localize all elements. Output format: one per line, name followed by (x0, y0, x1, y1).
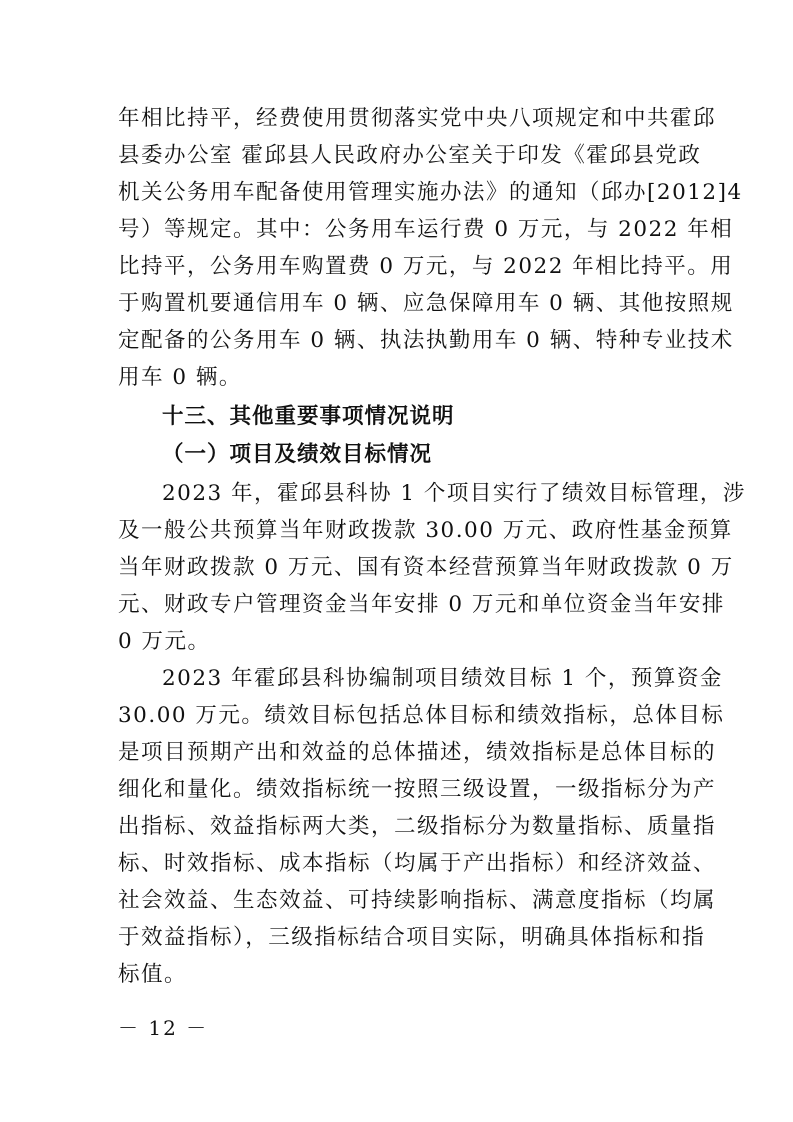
text-line: 于效益指标），三级指标结合项目实际，明确具体指标和指 (118, 925, 706, 950)
text-line: 是项目预期产出和效益的总体描述，绩效指标是总体目标的 (118, 740, 717, 765)
text-line: 年相比持平，经费使用贯彻落实党中央八项规定和中共霍邱 (118, 106, 717, 131)
text-line: 30.00 万元。绩效目标包括总体目标和绩效指标，总体目标 (118, 703, 725, 728)
text-line: 用车 0 辆。 (118, 365, 242, 390)
text-line: 社会效益、生态效益、可持续影响指标、满意度指标（均属 (118, 888, 717, 913)
text-line: 机关公务用车配备使用管理实施办法》的通知（邱办[2012]4 (118, 180, 743, 205)
text-line: 标值。 (118, 962, 188, 987)
text-line: 比持平，公务用车购置费 0 万元，与 2022 年相比持平。用 (118, 254, 734, 279)
text-line: 标、时效指标、成本指标（均属于产出指标）和经济效益、 (118, 851, 717, 876)
text-line: 出指标、效益指标两大类，二级指标分为数量指标、质量指 (118, 814, 717, 839)
text-line: 元、财政专户管理资金当年安排 0 万元和单位资金当年安排 (118, 592, 725, 617)
text-line: 定配备的公务用车 0 辆、执法执勤用车 0 辆、特种专业技术 (118, 328, 734, 353)
text-line: 2023 年，霍邱县科协 1 个项目实行了绩效目标管理，涉 (162, 481, 746, 506)
text-line: 号）等规定。其中：公务用车运行费 0 万元，与 2022 年相 (118, 217, 734, 242)
section-heading: 十三、其他重要事项情况说明 (162, 404, 455, 429)
text-line: 0 万元。 (118, 629, 211, 654)
text-line: 县委办公室 霍邱县人民政府办公室关于印发《霍邱县党政 (118, 143, 702, 168)
subsection-heading: （一）项目及绩效目标情况 (162, 442, 433, 467)
text-line: 于购置机要通信用车 0 辆、应急保障用车 0 辆、其他按照规 (118, 291, 734, 316)
page-number: － 12 － (118, 1016, 209, 1040)
text-line: 细化和量化。绩效指标统一按照三级设置，一级指标分为产 (118, 777, 717, 802)
text-line: 当年财政拨款 0 万元、国有资本经营预算当年财政拨款 0 万 (118, 555, 734, 580)
text-line: 及一般公共预算当年财政拨款 30.00 万元、政府性基金预算 (118, 518, 733, 543)
text-line: 2023 年霍邱县科协编制项目绩效目标 1 个，预算资金 (162, 666, 723, 691)
